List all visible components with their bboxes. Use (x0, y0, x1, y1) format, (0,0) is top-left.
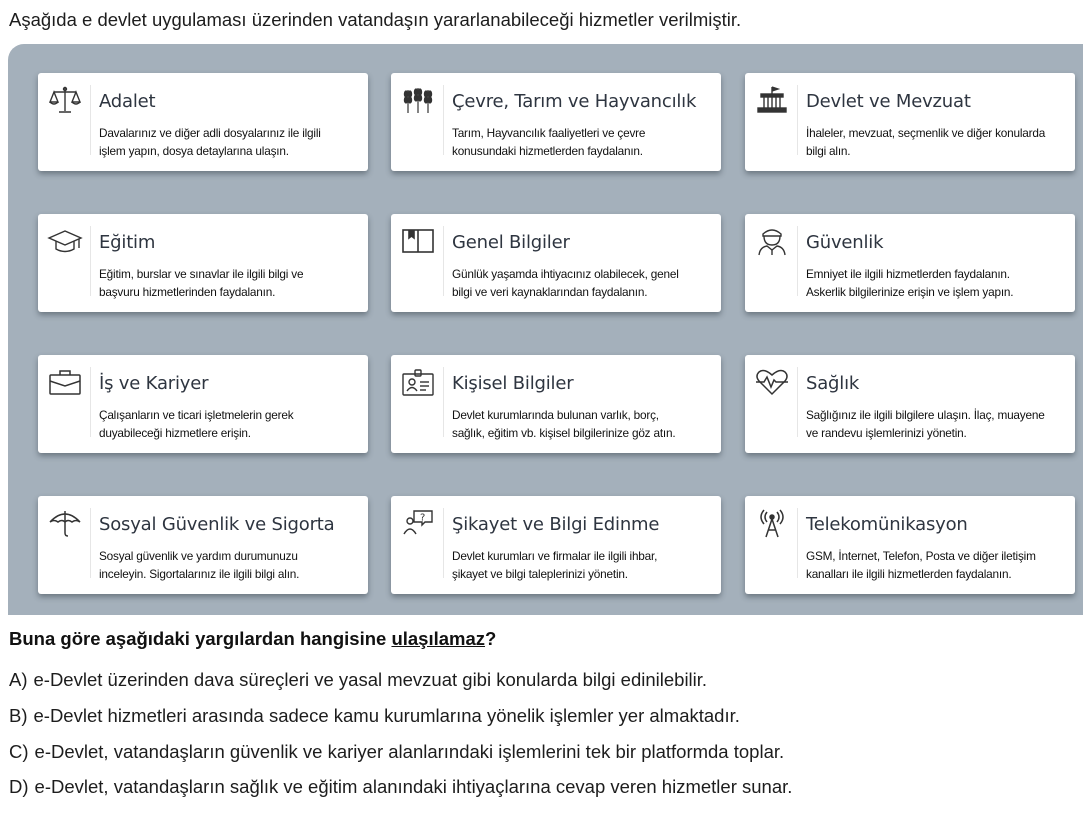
service-card-guvenlik[interactable] (745, 214, 1075, 312)
scales-icon (47, 85, 83, 115)
umbrella-icon (47, 508, 83, 538)
option-a[interactable]: A) e-Devlet üzerinden dava süreçleri ve yasal mevzuat gibi konularda bilgi edinilebilir. (9, 669, 708, 690)
card-title: İş ve Kariyer (99, 373, 209, 394)
card-description: Davalarınız ve diğer adli dosyalarınız ile ilgili işlem yapın, dosya detaylarına ulaşın. (99, 126, 321, 158)
card-description: Emniyet ile ilgili hizmetlerden faydalanın. Askerlik bilgilerinize erişin ve işlem yapın. (806, 267, 1014, 299)
wheat-icon (400, 85, 436, 115)
card-description: Tarım, Hayvancılık faaliyetleri ve çevre konusundaki hizmetlerden faydalanın. (452, 126, 646, 158)
card-title: Şikayet ve Bilgi Edinme (452, 514, 660, 535)
service-card-telekomunikasyon[interactable] (745, 496, 1075, 594)
antenna-tower-icon (754, 508, 790, 538)
service-card-genel-bilgiler[interactable] (391, 214, 721, 312)
card-title: Devlet ve Mevzuat (806, 91, 971, 112)
card-description: Çalışanların ve ticari işletmelerin gerek duyabileceği hizmetlere erişin. (99, 408, 294, 440)
card-title: Çevre, Tarım ve Hayvancılık (452, 91, 697, 112)
card-description: Devlet kurumları ve firmalar ile ilgili ihbar, şikayet ve bilgi taleplerinizi yönetin. (452, 549, 658, 581)
card-description: İhaleler, mevzuat, seçmenlik ve diğer konularda bilgi alın. (806, 126, 1046, 158)
services-panel (8, 44, 1083, 615)
card-title: Kişisel Bilgiler (452, 373, 574, 394)
card-description: Devlet kurumlarında bulunan varlık, borç, sağlık, eğitim vb. kişisel bilgilerinize göz atın. (452, 408, 676, 440)
card-title: Sosyal Güvenlik ve Sigorta (99, 514, 335, 535)
card-description: GSM, İnternet, Telefon, Posta ve diğer iletişim kanalları ile ilgili hizmetlerden faydalanın. (806, 549, 1036, 581)
question-underlined-word: ulaşılamaz (391, 628, 486, 649)
police-officer-icon (754, 226, 790, 256)
service-card-sikayet-bilgi[interactable] (391, 496, 721, 594)
id-card-icon (400, 367, 436, 397)
briefcase-icon (47, 367, 83, 397)
card-description: Günlük yaşamda ihtiyacınız olabilecek, genel bilgi ve veri kaynaklarından faydalanın. (452, 267, 679, 299)
service-card-is-kariyer[interactable] (38, 355, 368, 453)
service-card-adalet[interactable] (38, 73, 368, 171)
card-title: Telekomünikasyon (806, 514, 968, 535)
service-card-egitim[interactable] (38, 214, 368, 312)
service-card-kisisel-bilgiler[interactable] (391, 355, 721, 453)
option-b[interactable]: B) e-Devlet hizmetleri arasında sadece kamu kurumlarına yönelik işlemler yer almaktadır. (9, 705, 740, 726)
card-title: Adalet (99, 91, 156, 112)
card-title: Genel Bilgiler (452, 232, 570, 253)
card-description: Sağlığınız ile ilgili bilgilere ulaşın. İlaç, muayene ve randevu işlemlerinizi yönetin. (806, 408, 1045, 440)
svg-text:?: ? (420, 512, 426, 524)
card-title: Güvenlik (806, 232, 884, 253)
service-card-devlet-mevzuat[interactable] (745, 73, 1075, 171)
card-description: Sosyal güvenlik ve yardım durumunuzu inceleyin. Sigortalarınız ile ilgili bilgi alın. (99, 549, 300, 581)
card-title: Eğitim (99, 232, 156, 253)
government-building-icon (754, 85, 790, 115)
service-card-sosyal-guvenlik[interactable] (38, 496, 368, 594)
open-book-icon (400, 226, 436, 256)
service-card-cevre-tarim[interactable] (391, 73, 721, 171)
card-description: Eğitim, burslar ve sınavlar ile ilgili bilgi ve başvuru hizmetlerinden faydalanın. (99, 267, 304, 299)
question-speech-icon (400, 508, 436, 538)
card-title: Sağlık (806, 373, 860, 394)
option-c[interactable]: C) e-Devlet, vatandaşların güvenlik ve kariyer alanlarındaki işlemlerini tek bir platformda toplar. (9, 741, 785, 762)
graduation-cap-icon (47, 226, 83, 256)
heartbeat-icon (754, 367, 790, 397)
question-text: Buna göre aşağıdaki yargılardan hangisine ulaşılamaz? (9, 628, 497, 649)
option-d[interactable]: D) e-Devlet, vatandaşların sağlık ve eğitim alanındaki ihtiyaçlarına cevap veren hizmetler sunar. (9, 776, 793, 797)
service-card-saglik[interactable] (745, 355, 1075, 453)
intro-text: Aşağıda e devlet uygulaması üzerinden vatandaşın yararlanabileceği hizmetler verilmiştir. (9, 9, 742, 30)
